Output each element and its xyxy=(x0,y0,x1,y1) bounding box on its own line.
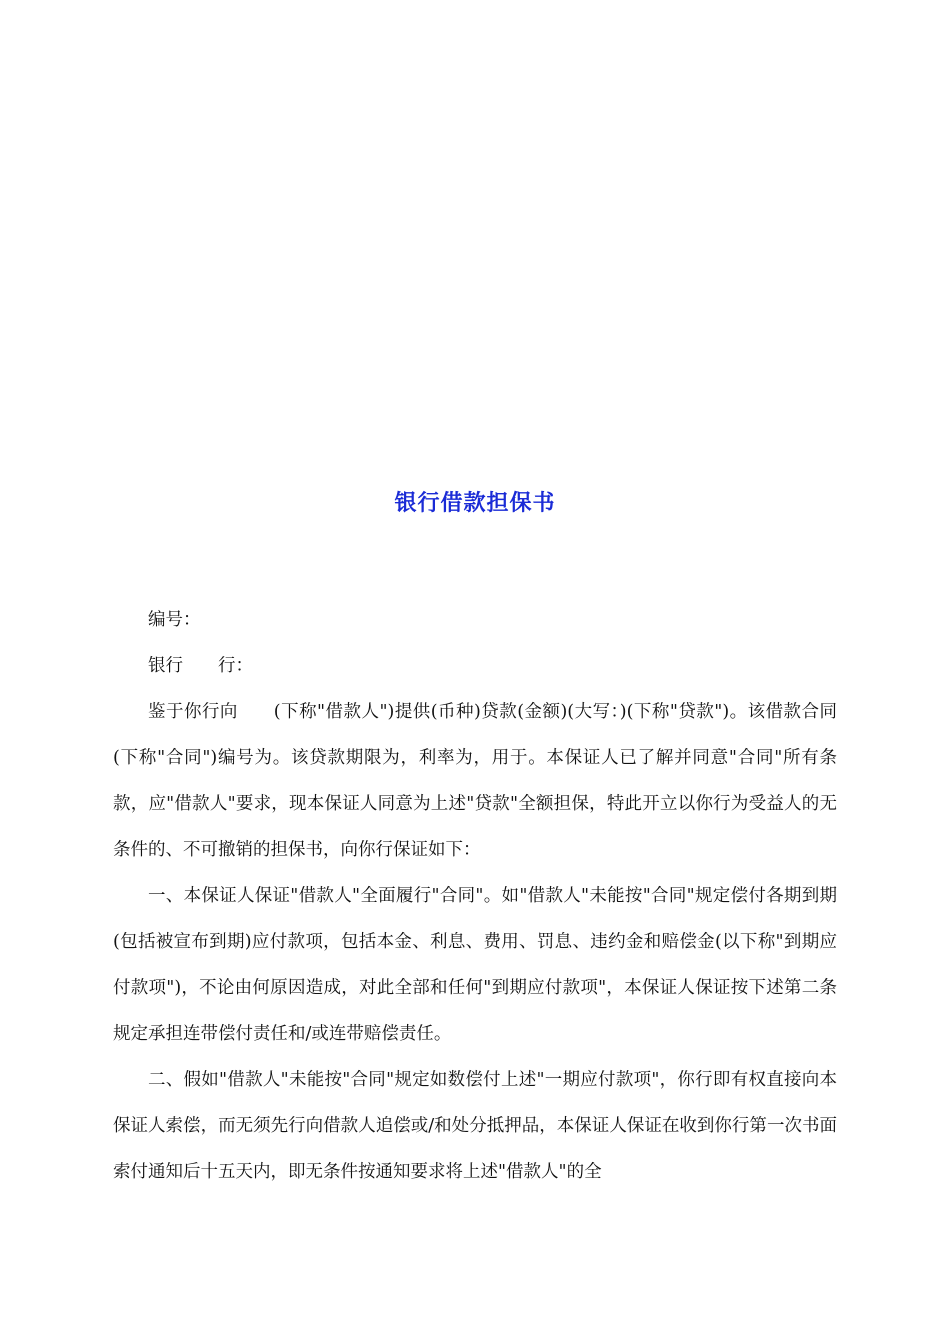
document-body xyxy=(113,597,837,1195)
addressee-line: 银行 行： xyxy=(148,656,253,676)
paragraph-clause-2: 二、假如"借款人"未能按"合同"规定如数偿付上述"一期应付款项"，你行即有权直接向本保证人索偿，而无须先行向借款人追偿或/和处分抵押品，本保证人保证在收到你行第一次书面索付通知后十五天内，即无条件按通知要求将上述"借款人"的全 xyxy=(113,1070,837,1182)
paragraph-clause-1: 一、本保证人保证"借款人"全面履行"合同"。如"借款人"未能按"合同"规定偿付各期到期(包括被宣布到期)应付款项，包括本金、利息、费用、罚息、违约金和赔偿金(以下称"到期应付款项")，不论由何原因造成，对此全部和任何"到期应付款项"，本保证人保证按下述第二条规定承担连带偿付责任和/或连带赔偿责任。 xyxy=(113,886,837,1044)
serial-number-line: 编号： xyxy=(148,610,201,630)
document-title: 银行借款担保书 xyxy=(394,491,556,516)
paragraph-preamble: 鉴于你行向 (下称"借款人")提供(币种)贷款(金额)(大写：)(下称"贷款")。该借款合同(下称"合同")编号为。该贷款期限为，利率为，用于。本保证人已了解并同意"合同"所有条款，应"借款人"要求，现本保证人同意为上述"贷款"全额担保，特此开立以你行为受益人的无条件的、不可撤销的担保书，向你行保证如下： xyxy=(113,702,837,860)
